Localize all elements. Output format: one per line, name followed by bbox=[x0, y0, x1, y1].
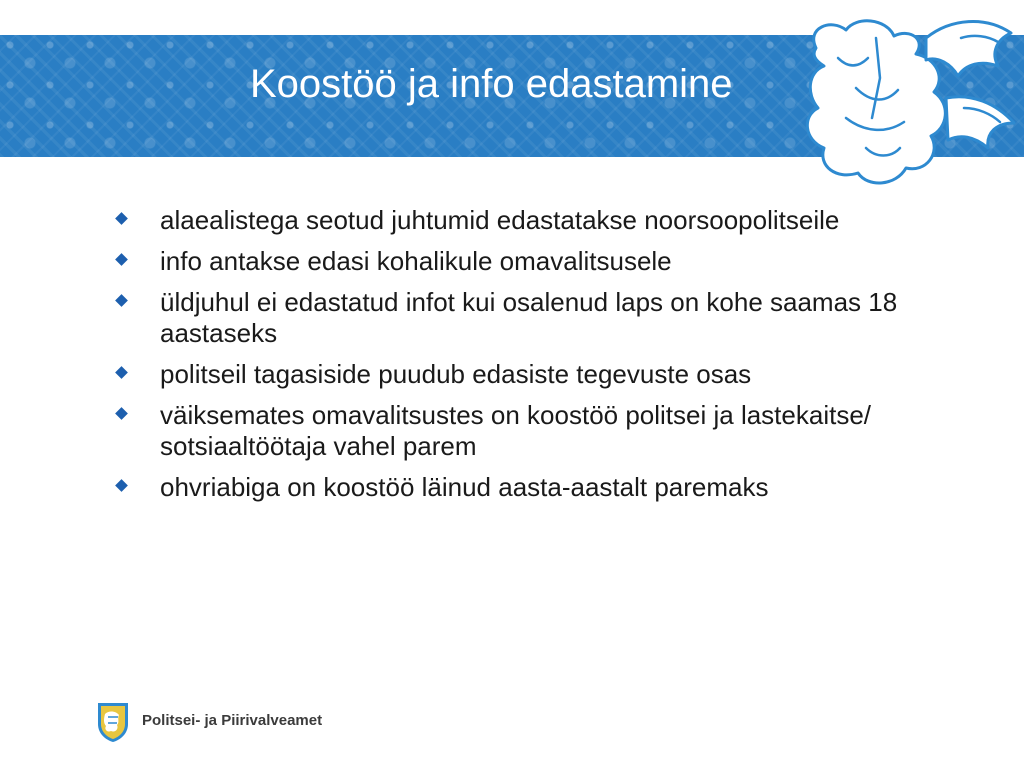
bullet-item bbox=[110, 400, 990, 462]
police-crest-icon bbox=[96, 700, 130, 744]
lion-crest-icon bbox=[776, 8, 1024, 194]
diamond-bullet-icon bbox=[115, 479, 128, 492]
slide-title: Koostöö ja info edastamine bbox=[250, 62, 733, 106]
bullet-item bbox=[110, 359, 990, 390]
bullet-text: üldjuhul ei edastatud infot kui osalenud laps on kohe saamas 18 aastaseks bbox=[160, 287, 898, 348]
organization-name: Politsei- ja Piirivalveamet bbox=[142, 712, 323, 729]
diamond-bullet-icon bbox=[115, 253, 128, 266]
bullet-item bbox=[110, 287, 990, 349]
bullet-item bbox=[110, 246, 990, 277]
bullet-text: alaealistega seotud juhtumid edastatakse noorsoopolitseile bbox=[160, 205, 840, 235]
diamond-bullet-icon bbox=[115, 407, 128, 420]
bullet-item bbox=[110, 205, 990, 236]
bullet-text: info antakse edasi kohalikule omavalitsusele bbox=[160, 246, 672, 276]
bullet-text: väiksemates omavalitsustes on koostöö politsei ja lastekaitse/ sotsiaaltöötaja vahel parem bbox=[160, 400, 872, 461]
diamond-bullet-icon bbox=[115, 366, 128, 379]
bullet-item bbox=[110, 472, 990, 503]
diamond-bullet-icon bbox=[115, 212, 128, 225]
diamond-bullet-icon bbox=[115, 294, 128, 307]
bullet-list bbox=[110, 205, 990, 513]
bullet-text: politseil tagasiside puudub edasiste tegevuste osas bbox=[160, 359, 752, 389]
bullet-text: ohvriabiga on koostöö läinud aasta-aastalt paremaks bbox=[160, 472, 769, 502]
